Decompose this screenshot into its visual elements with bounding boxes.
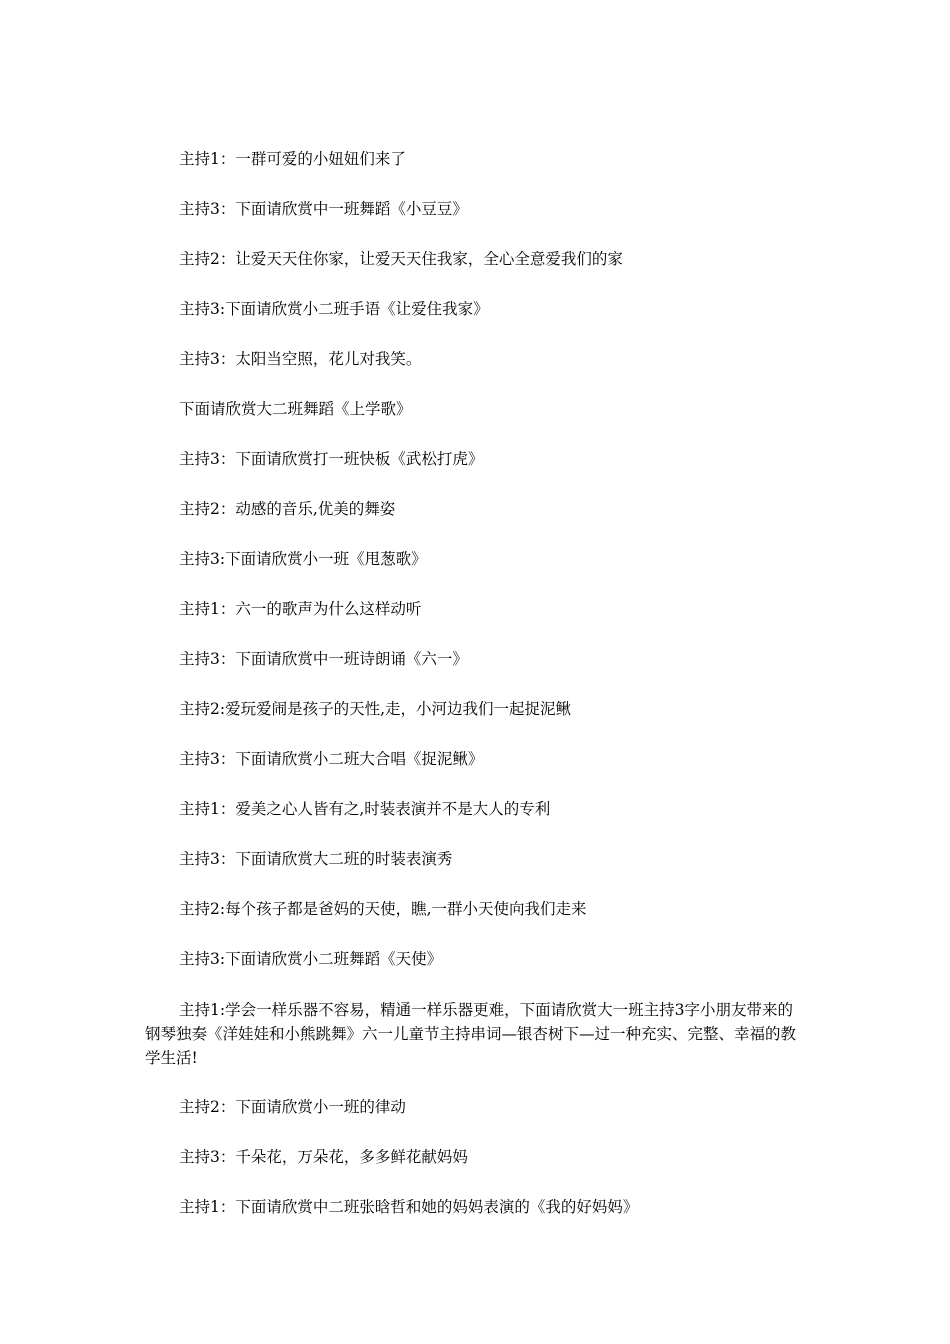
host-line: 主持3：下面请欣赏打一班快板《武松打虎》 bbox=[179, 450, 484, 468]
host-line: 主持3:下面请欣赏小一班《甩葱歌》 bbox=[179, 550, 427, 568]
host-line: 主持3：太阳当空照，花儿对我笑。 bbox=[179, 350, 422, 368]
host-line: 主持3：下面请欣赏小二班大合唱《捉泥鳅》 bbox=[179, 750, 484, 768]
host-line: 主持3：下面请欣赏中一班诗朗诵《六一》 bbox=[179, 650, 468, 668]
host-line: 主持2：下面请欣赏小一班的律动 bbox=[179, 1098, 406, 1116]
host-line: 主持3:下面请欣赏小二班手语《让爱住我家》 bbox=[179, 300, 489, 318]
host-line: 主持3：千朵花，万朵花，多多鲜花献妈妈 bbox=[179, 1148, 468, 1166]
host-line-long: 主持1:学会一样乐器不容易，精通一样乐器更难，下面请欣赏大一班主持3字小朋友带来的钢琴独奏《洋娃娃和小熊跳舞》六一儿童节主持串词—银杏树下—过一种充实、完整、幸福的教学生活! bbox=[145, 1001, 797, 1067]
host-line: 主持3：下面请欣赏中一班舞蹈《小豆豆》 bbox=[179, 200, 468, 218]
host-line: 主持1：爱美之心人皆有之,时装表演并不是大人的专利 bbox=[179, 800, 551, 818]
host-line: 下面请欣赏大二班舞蹈《上学歌》 bbox=[179, 400, 412, 418]
host-line: 主持2:爱玩爱闹是孩子的天性,走，小河边我们一起捉泥鳅 bbox=[179, 700, 572, 718]
host-line: 主持1：一群可爱的小妞妞们来了 bbox=[179, 150, 406, 168]
host-line: 主持2:每个孩子都是爸妈的天使，瞧,一群小天使向我们走来 bbox=[179, 900, 587, 918]
host-line: 主持1：六一的歌声为什么这样动听 bbox=[179, 600, 422, 618]
host-line: 主持3：下面请欣赏大二班的时装表演秀 bbox=[179, 850, 453, 868]
host-line: 主持1：下面请欣赏中二班张晗哲和她的妈妈表演的《我的好妈妈》 bbox=[179, 1198, 639, 1216]
host-line: 主持2：让爱天天住你家，让爱天天住我家，全心全意爱我们的家 bbox=[179, 250, 623, 268]
host-line: 主持2：动感的音乐,优美的舞姿 bbox=[179, 500, 396, 518]
document-body bbox=[145, 148, 805, 1246]
host-line: 主持3:下面请欣赏小二班舞蹈《天使》 bbox=[179, 950, 443, 968]
